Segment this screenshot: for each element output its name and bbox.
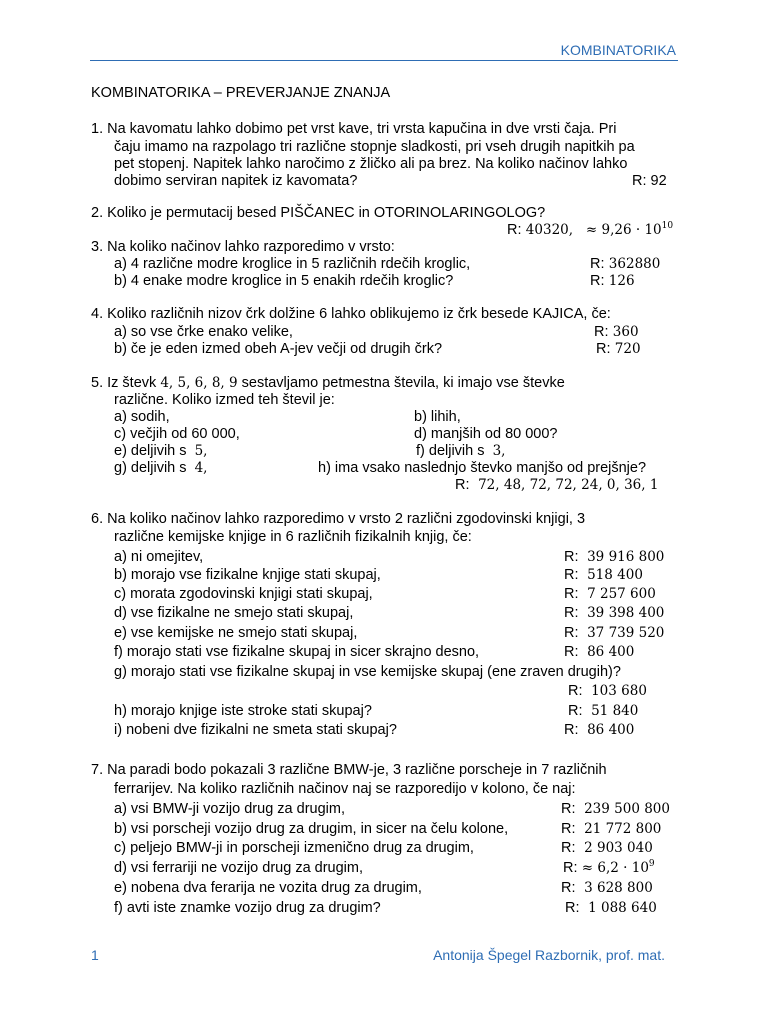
q2-answer-b: ≈ 9,26 · 10	[585, 222, 662, 238]
q6-d: d) vse fizikalne ne smejo stati skupaj,	[114, 605, 354, 621]
q1-answer: R: 92	[632, 173, 667, 189]
page-number: 1	[91, 947, 99, 963]
q5-e: e) deljivih s 5,	[114, 443, 208, 459]
q7-e: e) nobena dva ferarija ne vozita drug za drugim,	[114, 880, 422, 896]
q2-answer-r: R:	[507, 222, 522, 238]
q7-f-answer: R: 1 088 640	[565, 900, 657, 916]
q7-f: f) avti iste znamke vozijo drug za drugim?	[114, 900, 381, 916]
q5-line-1: 5. Iz števk 4, 5, 6, 8, 9 sestavljamo petmestna števila, ki imajo vse števke	[91, 375, 565, 391]
q5-h: h) ima vsako naslednjo števko manjšo od prejšnje?	[318, 460, 647, 476]
q6-c-answer: R: 7 257 600	[564, 586, 656, 602]
q3-a-answer: R: 362880	[590, 256, 661, 272]
q5-answer: R: 72, 48, 72, 72, 24, 0, 36, 1	[455, 477, 659, 493]
q3-a: a) 4 različne modre kroglice in 5 različnih rdečih kroglic,	[114, 256, 471, 272]
q6-e-answer: R: 37 739 520	[564, 625, 665, 641]
q6-g: g) morajo stati vse fizikalne skupaj in vse kemijske skupaj (ene zraven drugih)?	[114, 664, 621, 680]
document-title: KOMBINATORIKA – PREVERJANJE ZNANJA	[91, 85, 391, 101]
q2-line: 2. Koliko je permutacij besed PIŠČANEC in OTORINOLARINGOLOG?	[91, 205, 546, 221]
q7-line-2: ferrarijev. Na koliko različnih načinov naj se razporedijo v kolono, če naj:	[114, 781, 576, 797]
q6-h: h) morajo knjige iste stroke stati skupaj?	[114, 703, 372, 719]
q7-d-answer: R: ≈ $6,2 \cdot 10^9$	[563, 859, 655, 876]
q5-digits: 4, 5, 6, 8, 9	[160, 375, 238, 391]
q5-d: d) manjših od 80 000?	[414, 426, 558, 442]
q6-line-2: različne kemijske knjige in 6 različnih fizikalnih knjig, če:	[114, 529, 472, 545]
q6-e: e) vse kemijske ne smejo stati skupaj,	[114, 625, 358, 641]
running-header: KOMBINATORIKA	[560, 42, 676, 58]
q2-answer-a: 40320,	[525, 222, 574, 238]
q7-c-answer: R: 2 903 040	[561, 840, 653, 856]
q4-b-answer: R: 720	[596, 341, 641, 357]
q5-line-2: različne. Koliko izmed teh števil je:	[114, 392, 335, 408]
q7-a-answer: R: 239 500 800	[561, 801, 670, 817]
q4-b: b) če je eden izmed obeh A-jev večji od drugih črk?	[114, 341, 443, 357]
q7-line-1: 7. Na paradi bodo pokazali 3 različne BMW-je, 3 različne porscheje in 7 različnih	[91, 762, 607, 778]
q5-c: c) večjih od 60 000,	[114, 426, 240, 442]
q6-h-answer: R: 51 840	[568, 703, 639, 719]
q7-e-answer: R: 3 628 800	[561, 880, 653, 896]
q7-b-answer: R: 21 772 800	[561, 821, 662, 837]
q6-a: a) ni omejitev,	[114, 549, 204, 565]
q5-a: a) sodih,	[114, 409, 170, 425]
q6-line-1: 6. Na koliko načinov lahko razporedimo v vrsto 2 različni zgodovinski knjigi, 3	[91, 511, 586, 527]
q1-line-4: dobimo serviran napitek iz kavomata?	[114, 173, 358, 189]
q7-d: d) vsi ferrariji ne vozijo drug za drugim,	[114, 860, 364, 876]
q1-line-1: 1. Na kavomatu lahko dobimo pet vrst kave, tri vrsta kapučina in dve vrsti čaja. Pri	[91, 121, 617, 137]
q5-b: b) lihih,	[414, 409, 461, 425]
q3-b: b) 4 enake modre kroglice in 5 enakih rdečih kroglic?	[114, 273, 454, 289]
q6-i: i) nobeni dve fizikalni ne smeta stati skupaj?	[114, 722, 397, 738]
q6-f: f) morajo stati vse fizikalne skupaj in sicer skrajno desno,	[114, 644, 480, 660]
q7-b: b) vsi porscheji vozijo drug za drugim, in sicer na čelu kolone,	[114, 821, 509, 837]
q6-d-answer: R: 39 398 400	[564, 605, 665, 621]
q6-b: b) morajo vse fizikalne knjige stati skupaj,	[114, 567, 381, 583]
header-rule	[90, 60, 678, 61]
q4-a: a) so vse črke enako velike,	[114, 324, 293, 340]
q6-i-answer: R: 86 400	[564, 722, 635, 738]
q5-g: g) deljivih s 4,	[114, 460, 208, 476]
q6-b-answer: R: 518 400	[564, 567, 643, 583]
q6-g-answer: R: 103 680	[568, 683, 647, 699]
q1-line-3: pet stopenj. Napitek lahko naročimo z žličko ali pa brez. Na koliko načinov lahko	[114, 156, 628, 172]
q7-c: c) peljejo BMW-ji in porscheji izmenično drug za drugim,	[114, 840, 474, 856]
q3-line: 3. Na koliko načinov lahko razporedimo v vrsto:	[91, 239, 395, 255]
q7-a: a) vsi BMW-ji vozijo drug za drugim,	[114, 801, 345, 817]
q2-answer-b-exp: 10	[661, 221, 674, 231]
q6-a-answer: R: 39 916 800	[564, 549, 665, 565]
q1-line-2: čaju imamo na razpolago tri različne stopnje sladkosti, pri vseh drugih napitkih pa	[114, 139, 635, 155]
q2-answer	[507, 221, 673, 239]
q3-b-answer: R: 126	[590, 273, 635, 289]
q6-f-answer: R: 86 400	[564, 644, 635, 660]
q5-f: f) deljivih s 3,	[416, 443, 506, 459]
footer-author: Antonija Špegel Razbornik, prof. mat.	[433, 947, 665, 963]
q4-a-answer: R: 360	[594, 324, 639, 340]
q4-line: 4. Koliko različnih nizov črk dolžine 6 lahko oblikujemo iz črk besede KAJICA, če:	[91, 306, 611, 322]
q6-c: c) morata zgodovinski knjigi stati skupaj,	[114, 586, 373, 602]
